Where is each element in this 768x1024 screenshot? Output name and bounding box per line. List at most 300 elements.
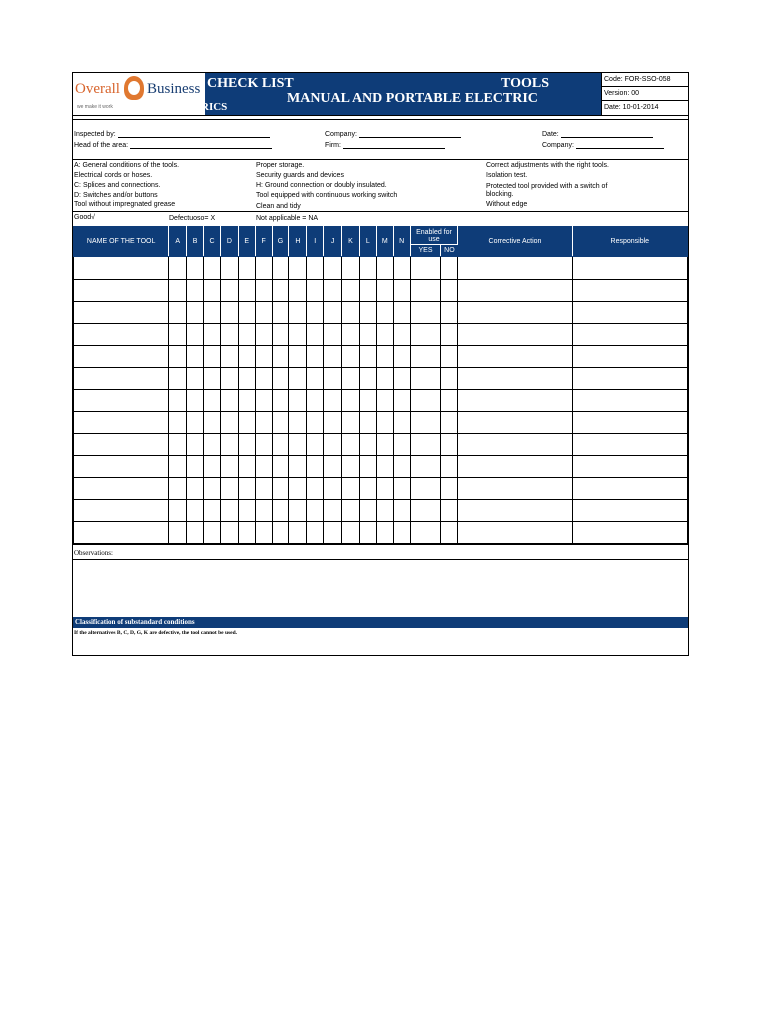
firm-label: Firm: bbox=[325, 142, 341, 149]
check-cell[interactable] bbox=[272, 412, 289, 434]
check-cell[interactable] bbox=[220, 257, 238, 280]
table-row bbox=[74, 478, 688, 500]
col-header-responsible: Responsible bbox=[572, 227, 687, 257]
tool-name-cell[interactable] bbox=[74, 346, 169, 368]
check-cell[interactable] bbox=[307, 434, 324, 456]
check-cell[interactable] bbox=[187, 324, 204, 346]
divider bbox=[73, 211, 688, 212]
check-cell[interactable] bbox=[376, 478, 393, 500]
check-cell[interactable] bbox=[272, 368, 289, 390]
check-cell[interactable] bbox=[238, 456, 255, 478]
check-cell[interactable] bbox=[342, 368, 360, 390]
check-cell[interactable] bbox=[169, 368, 187, 390]
check-cell[interactable] bbox=[376, 324, 393, 346]
check-cell[interactable] bbox=[441, 368, 458, 390]
col-header-letter: A bbox=[169, 227, 187, 257]
corrective-action-cell[interactable] bbox=[458, 346, 572, 368]
check-cell[interactable] bbox=[410, 412, 441, 434]
check-cell[interactable] bbox=[187, 412, 204, 434]
check-cell[interactable] bbox=[359, 346, 376, 368]
check-cell[interactable] bbox=[238, 302, 255, 324]
table-row bbox=[74, 346, 688, 368]
check-cell[interactable] bbox=[255, 257, 272, 280]
check-cell[interactable] bbox=[187, 500, 204, 522]
check-cell[interactable] bbox=[410, 346, 441, 368]
check-cell[interactable] bbox=[220, 412, 238, 434]
check-cell[interactable] bbox=[187, 456, 204, 478]
check-cell[interactable] bbox=[220, 368, 238, 390]
check-cell[interactable] bbox=[307, 478, 324, 500]
tool-name-cell[interactable] bbox=[74, 368, 169, 390]
corrective-action-cell[interactable] bbox=[458, 324, 572, 346]
check-cell[interactable] bbox=[410, 522, 441, 544]
legend-not-applicable: Not applicable = NA bbox=[256, 215, 319, 222]
check-cell[interactable] bbox=[255, 280, 272, 302]
check-cell[interactable] bbox=[359, 456, 376, 478]
responsible-cell[interactable] bbox=[572, 257, 687, 280]
check-cell[interactable] bbox=[220, 390, 238, 412]
check-cell[interactable] bbox=[324, 280, 342, 302]
check-cell[interactable] bbox=[307, 280, 324, 302]
check-cell[interactable] bbox=[238, 390, 255, 412]
document-code-box bbox=[601, 73, 689, 115]
check-cell[interactable] bbox=[255, 478, 272, 500]
corrective-action-cell[interactable] bbox=[458, 522, 572, 544]
title-check-list: CHECK LIST bbox=[207, 76, 294, 91]
document-code: Code: FOR-SSO-058 bbox=[602, 73, 689, 87]
check-cell[interactable] bbox=[376, 368, 393, 390]
check-cell[interactable] bbox=[204, 522, 221, 544]
head-of-area-field[interactable] bbox=[74, 141, 272, 149]
check-cell[interactable] bbox=[255, 522, 272, 544]
check-cell[interactable] bbox=[324, 412, 342, 434]
check-cell[interactable] bbox=[187, 478, 204, 500]
col-header-letter: D bbox=[220, 227, 238, 257]
check-cell[interactable] bbox=[376, 390, 393, 412]
criteria-c: C: Splices and connections. bbox=[74, 182, 161, 189]
check-cell[interactable] bbox=[410, 390, 441, 412]
check-cell[interactable] bbox=[324, 346, 342, 368]
check-cell[interactable] bbox=[289, 346, 307, 368]
check-cell[interactable] bbox=[289, 478, 307, 500]
corrective-action-cell[interactable] bbox=[458, 280, 572, 302]
check-cell[interactable] bbox=[169, 434, 187, 456]
check-cell[interactable] bbox=[255, 324, 272, 346]
check-cell[interactable] bbox=[441, 434, 458, 456]
check-cell[interactable] bbox=[204, 257, 221, 280]
check-cell[interactable] bbox=[342, 302, 360, 324]
corrective-action-cell[interactable] bbox=[458, 302, 572, 324]
check-cell[interactable] bbox=[272, 280, 289, 302]
check-cell[interactable] bbox=[220, 324, 238, 346]
check-cell[interactable] bbox=[272, 478, 289, 500]
check-cell[interactable] bbox=[410, 368, 441, 390]
check-cell[interactable] bbox=[376, 522, 393, 544]
responsible-cell[interactable] bbox=[572, 434, 687, 456]
check-cell[interactable] bbox=[324, 302, 342, 324]
check-cell[interactable] bbox=[324, 324, 342, 346]
criteria-m: Protected tool provided with a switch of bbox=[486, 183, 608, 190]
check-cell[interactable] bbox=[169, 478, 187, 500]
check-cell[interactable] bbox=[324, 456, 342, 478]
check-cell[interactable] bbox=[342, 346, 360, 368]
check-cell[interactable] bbox=[342, 412, 360, 434]
check-cell[interactable] bbox=[393, 456, 410, 478]
check-cell[interactable] bbox=[289, 302, 307, 324]
check-cell[interactable] bbox=[393, 368, 410, 390]
check-cell[interactable] bbox=[441, 280, 458, 302]
check-cell[interactable] bbox=[376, 500, 393, 522]
tool-name-cell[interactable] bbox=[74, 324, 169, 346]
tool-name-cell[interactable] bbox=[74, 257, 169, 280]
check-cell[interactable] bbox=[393, 257, 410, 280]
tool-name-cell[interactable] bbox=[74, 500, 169, 522]
title-tools: TOOLS bbox=[501, 76, 549, 91]
responsible-cell[interactable] bbox=[572, 500, 687, 522]
criteria-k: Correct adjustments with the right tools. bbox=[486, 162, 609, 169]
check-cell[interactable] bbox=[324, 434, 342, 456]
check-cell[interactable] bbox=[307, 368, 324, 390]
check-cell[interactable] bbox=[289, 368, 307, 390]
head-of-area-blank[interactable] bbox=[130, 141, 272, 149]
classification-bar: Classification of substandard conditions bbox=[73, 617, 688, 628]
check-cell[interactable] bbox=[324, 368, 342, 390]
check-cell[interactable] bbox=[359, 434, 376, 456]
check-cell[interactable] bbox=[289, 500, 307, 522]
corrective-action-cell[interactable] bbox=[458, 478, 572, 500]
check-cell[interactable] bbox=[359, 522, 376, 544]
check-cell[interactable] bbox=[307, 500, 324, 522]
check-cell[interactable] bbox=[359, 324, 376, 346]
tool-name-cell[interactable] bbox=[74, 390, 169, 412]
check-cell[interactable] bbox=[359, 302, 376, 324]
col-header-letter: J bbox=[324, 227, 342, 257]
check-cell[interactable] bbox=[441, 456, 458, 478]
check-cell[interactable] bbox=[307, 324, 324, 346]
legend-good: Good√ bbox=[74, 214, 95, 221]
check-cell[interactable] bbox=[204, 500, 221, 522]
tool-name-cell[interactable] bbox=[74, 456, 169, 478]
check-cell[interactable] bbox=[238, 434, 255, 456]
responsible-cell[interactable] bbox=[572, 522, 687, 544]
inspected-by-blank[interactable] bbox=[118, 130, 270, 138]
check-cell[interactable] bbox=[410, 456, 441, 478]
check-cell[interactable] bbox=[376, 346, 393, 368]
check-cell[interactable] bbox=[255, 456, 272, 478]
check-cell[interactable] bbox=[307, 302, 324, 324]
firm-field[interactable] bbox=[325, 141, 445, 149]
check-cell[interactable] bbox=[272, 390, 289, 412]
corrective-action-cell[interactable] bbox=[458, 368, 572, 390]
check-cell[interactable] bbox=[220, 478, 238, 500]
check-cell[interactable] bbox=[272, 434, 289, 456]
check-cell[interactable] bbox=[255, 368, 272, 390]
check-cell[interactable] bbox=[204, 434, 221, 456]
check-cell[interactable] bbox=[441, 302, 458, 324]
check-cell[interactable] bbox=[324, 257, 342, 280]
check-cell[interactable] bbox=[289, 412, 307, 434]
check-cell[interactable] bbox=[289, 522, 307, 544]
check-cell[interactable] bbox=[307, 522, 324, 544]
observations-label: Observations: bbox=[74, 549, 113, 557]
tool-name-cell[interactable] bbox=[74, 280, 169, 302]
responsible-cell[interactable] bbox=[572, 346, 687, 368]
check-cell[interactable] bbox=[441, 412, 458, 434]
check-cell[interactable] bbox=[169, 302, 187, 324]
check-cell[interactable] bbox=[393, 302, 410, 324]
col-header-yes: YES bbox=[410, 245, 441, 257]
check-cell[interactable] bbox=[204, 456, 221, 478]
check-cell[interactable] bbox=[255, 500, 272, 522]
check-cell[interactable] bbox=[238, 257, 255, 280]
check-cell[interactable] bbox=[376, 456, 393, 478]
check-cell[interactable] bbox=[169, 324, 187, 346]
check-cell[interactable] bbox=[441, 478, 458, 500]
responsible-cell[interactable] bbox=[572, 412, 687, 434]
check-cell[interactable] bbox=[255, 346, 272, 368]
criteria-i: Tool equipped with continuous working switch bbox=[256, 192, 398, 199]
check-cell[interactable] bbox=[204, 390, 221, 412]
check-cell[interactable] bbox=[307, 412, 324, 434]
logo-word-business: Business bbox=[147, 81, 201, 97]
check-cell[interactable] bbox=[393, 346, 410, 368]
check-cell[interactable] bbox=[359, 412, 376, 434]
check-cell[interactable] bbox=[289, 324, 307, 346]
check-cell[interactable] bbox=[359, 280, 376, 302]
check-cell[interactable] bbox=[289, 390, 307, 412]
check-cell[interactable] bbox=[187, 368, 204, 390]
tool-name-cell[interactable] bbox=[74, 412, 169, 434]
check-cell[interactable] bbox=[324, 500, 342, 522]
tool-name-cell[interactable] bbox=[74, 478, 169, 500]
check-cell[interactable] bbox=[441, 522, 458, 544]
check-cell[interactable] bbox=[289, 434, 307, 456]
check-cell[interactable] bbox=[289, 257, 307, 280]
check-cell[interactable] bbox=[169, 257, 187, 280]
check-cell[interactable] bbox=[359, 478, 376, 500]
date-field[interactable] bbox=[542, 130, 653, 138]
check-cell[interactable] bbox=[238, 346, 255, 368]
corrective-action-cell[interactable] bbox=[458, 434, 572, 456]
check-cell[interactable] bbox=[204, 346, 221, 368]
check-cell[interactable] bbox=[220, 500, 238, 522]
check-cell[interactable] bbox=[359, 500, 376, 522]
check-cell[interactable] bbox=[187, 346, 204, 368]
check-cell[interactable] bbox=[272, 456, 289, 478]
check-cell[interactable] bbox=[272, 302, 289, 324]
check-cell[interactable] bbox=[255, 412, 272, 434]
check-cell[interactable] bbox=[441, 390, 458, 412]
col-header-letter: G bbox=[272, 227, 289, 257]
check-cell[interactable] bbox=[342, 456, 360, 478]
check-cell[interactable] bbox=[272, 324, 289, 346]
check-cell[interactable] bbox=[393, 390, 410, 412]
check-cell[interactable] bbox=[169, 390, 187, 412]
criteria-j: Clean and tidy bbox=[256, 203, 301, 210]
check-cell[interactable] bbox=[238, 412, 255, 434]
check-cell[interactable] bbox=[204, 368, 221, 390]
check-cell[interactable] bbox=[272, 346, 289, 368]
company-2-blank[interactable] bbox=[576, 141, 664, 149]
check-cell[interactable] bbox=[342, 390, 360, 412]
check-cell[interactable] bbox=[238, 324, 255, 346]
firm-blank[interactable] bbox=[343, 141, 445, 149]
check-cell[interactable] bbox=[324, 478, 342, 500]
criteria-l: Isolation test. bbox=[486, 172, 528, 179]
check-cell[interactable] bbox=[342, 522, 360, 544]
check-cell[interactable] bbox=[169, 500, 187, 522]
check-cell[interactable] bbox=[289, 456, 307, 478]
check-cell[interactable] bbox=[410, 500, 441, 522]
responsible-cell[interactable] bbox=[572, 368, 687, 390]
check-cell[interactable] bbox=[238, 368, 255, 390]
check-cell[interactable] bbox=[393, 434, 410, 456]
col-header-tool-name: NAME OF THE TOOL bbox=[74, 227, 169, 257]
responsible-cell[interactable] bbox=[572, 456, 687, 478]
check-cell[interactable] bbox=[441, 257, 458, 280]
check-cell[interactable] bbox=[410, 324, 441, 346]
check-cell[interactable] bbox=[272, 522, 289, 544]
check-cell[interactable] bbox=[359, 257, 376, 280]
check-cell[interactable] bbox=[342, 478, 360, 500]
check-cell[interactable] bbox=[204, 280, 221, 302]
check-cell[interactable] bbox=[187, 390, 204, 412]
check-cell[interactable] bbox=[410, 257, 441, 280]
table-row bbox=[74, 390, 688, 412]
criteria-g: Security guards and devices bbox=[256, 172, 344, 179]
check-cell[interactable] bbox=[376, 280, 393, 302]
tool-name-cell[interactable] bbox=[74, 434, 169, 456]
check-cell[interactable] bbox=[238, 478, 255, 500]
check-cell[interactable] bbox=[441, 324, 458, 346]
corrective-action-cell[interactable] bbox=[458, 456, 572, 478]
check-cell[interactable] bbox=[342, 434, 360, 456]
check-cell[interactable] bbox=[169, 412, 187, 434]
divider bbox=[73, 559, 688, 560]
check-cell[interactable] bbox=[220, 456, 238, 478]
check-cell[interactable] bbox=[169, 280, 187, 302]
col-header-letter: M bbox=[376, 227, 393, 257]
criteria-m-cont: blocking. bbox=[486, 191, 514, 198]
check-cell[interactable] bbox=[393, 522, 410, 544]
document-version: Version: 00 bbox=[602, 87, 689, 101]
check-cell[interactable] bbox=[272, 257, 289, 280]
check-cell[interactable] bbox=[342, 324, 360, 346]
corrective-action-cell[interactable] bbox=[458, 412, 572, 434]
responsible-cell[interactable] bbox=[572, 478, 687, 500]
check-cell[interactable] bbox=[255, 434, 272, 456]
check-cell[interactable] bbox=[376, 257, 393, 280]
check-cell[interactable] bbox=[187, 280, 204, 302]
check-cell[interactable] bbox=[204, 478, 221, 500]
check-cell[interactable] bbox=[307, 346, 324, 368]
check-cell[interactable] bbox=[324, 522, 342, 544]
check-cell[interactable] bbox=[187, 257, 204, 280]
criteria-e: Tool without impregnated grease bbox=[74, 201, 176, 208]
check-cell[interactable] bbox=[255, 302, 272, 324]
check-cell[interactable] bbox=[393, 500, 410, 522]
check-cell[interactable] bbox=[393, 280, 410, 302]
check-cell[interactable] bbox=[410, 434, 441, 456]
check-cell[interactable] bbox=[238, 522, 255, 544]
corrective-action-cell[interactable] bbox=[458, 257, 572, 280]
col-header-letter: L bbox=[359, 227, 376, 257]
check-cell[interactable] bbox=[238, 500, 255, 522]
check-cell[interactable] bbox=[376, 412, 393, 434]
check-cell[interactable] bbox=[410, 302, 441, 324]
form-header bbox=[73, 73, 688, 115]
check-cell[interactable] bbox=[342, 257, 360, 280]
check-cell[interactable] bbox=[255, 390, 272, 412]
check-cell[interactable] bbox=[441, 500, 458, 522]
check-cell[interactable] bbox=[187, 434, 204, 456]
check-cell[interactable] bbox=[342, 500, 360, 522]
check-cell[interactable] bbox=[324, 390, 342, 412]
check-cell[interactable] bbox=[359, 368, 376, 390]
check-cell[interactable] bbox=[376, 434, 393, 456]
company-2-field[interactable] bbox=[542, 141, 664, 149]
check-cell[interactable] bbox=[289, 280, 307, 302]
check-cell[interactable] bbox=[393, 412, 410, 434]
responsible-cell[interactable] bbox=[572, 280, 687, 302]
check-cell[interactable] bbox=[220, 302, 238, 324]
col-header-letter: H bbox=[289, 227, 307, 257]
criteria-d: D: Switches and/or buttons bbox=[74, 192, 158, 199]
check-cell[interactable] bbox=[441, 346, 458, 368]
corrective-action-cell[interactable] bbox=[458, 390, 572, 412]
check-cell[interactable] bbox=[187, 302, 204, 324]
table-row bbox=[74, 280, 688, 302]
check-cell[interactable] bbox=[187, 522, 204, 544]
check-cell[interactable] bbox=[307, 390, 324, 412]
check-cell[interactable] bbox=[169, 522, 187, 544]
check-cell[interactable] bbox=[169, 456, 187, 478]
corrective-action-cell[interactable] bbox=[458, 500, 572, 522]
check-cell[interactable] bbox=[359, 390, 376, 412]
check-cell[interactable] bbox=[169, 346, 187, 368]
check-cell[interactable] bbox=[342, 280, 360, 302]
check-cell[interactable] bbox=[204, 324, 221, 346]
check-cell[interactable] bbox=[307, 456, 324, 478]
tool-name-cell[interactable] bbox=[74, 522, 169, 544]
check-cell[interactable] bbox=[393, 324, 410, 346]
check-cell[interactable] bbox=[204, 302, 221, 324]
check-cell[interactable] bbox=[410, 478, 441, 500]
check-cell[interactable] bbox=[238, 280, 255, 302]
check-cell[interactable] bbox=[393, 478, 410, 500]
tool-name-cell[interactable] bbox=[74, 302, 169, 324]
check-cell[interactable] bbox=[220, 434, 238, 456]
check-cell[interactable] bbox=[204, 412, 221, 434]
responsible-cell[interactable] bbox=[572, 324, 687, 346]
date-label: Date: bbox=[542, 131, 559, 138]
check-cell[interactable] bbox=[220, 522, 238, 544]
check-cell[interactable] bbox=[376, 302, 393, 324]
check-cell[interactable] bbox=[220, 346, 238, 368]
company-field[interactable] bbox=[325, 130, 461, 138]
check-cell[interactable] bbox=[272, 500, 289, 522]
check-cell[interactable] bbox=[410, 280, 441, 302]
criteria-h: H: Ground connection or doubly insulated. bbox=[256, 182, 387, 189]
check-cell[interactable] bbox=[307, 257, 324, 280]
responsible-cell[interactable] bbox=[572, 302, 687, 324]
check-cell[interactable] bbox=[220, 280, 238, 302]
company-blank[interactable] bbox=[359, 130, 461, 138]
lightbulb-icon-inner bbox=[128, 81, 140, 95]
inspected-by-field[interactable] bbox=[74, 130, 270, 138]
date-blank[interactable] bbox=[561, 130, 653, 138]
responsible-cell[interactable] bbox=[572, 390, 687, 412]
